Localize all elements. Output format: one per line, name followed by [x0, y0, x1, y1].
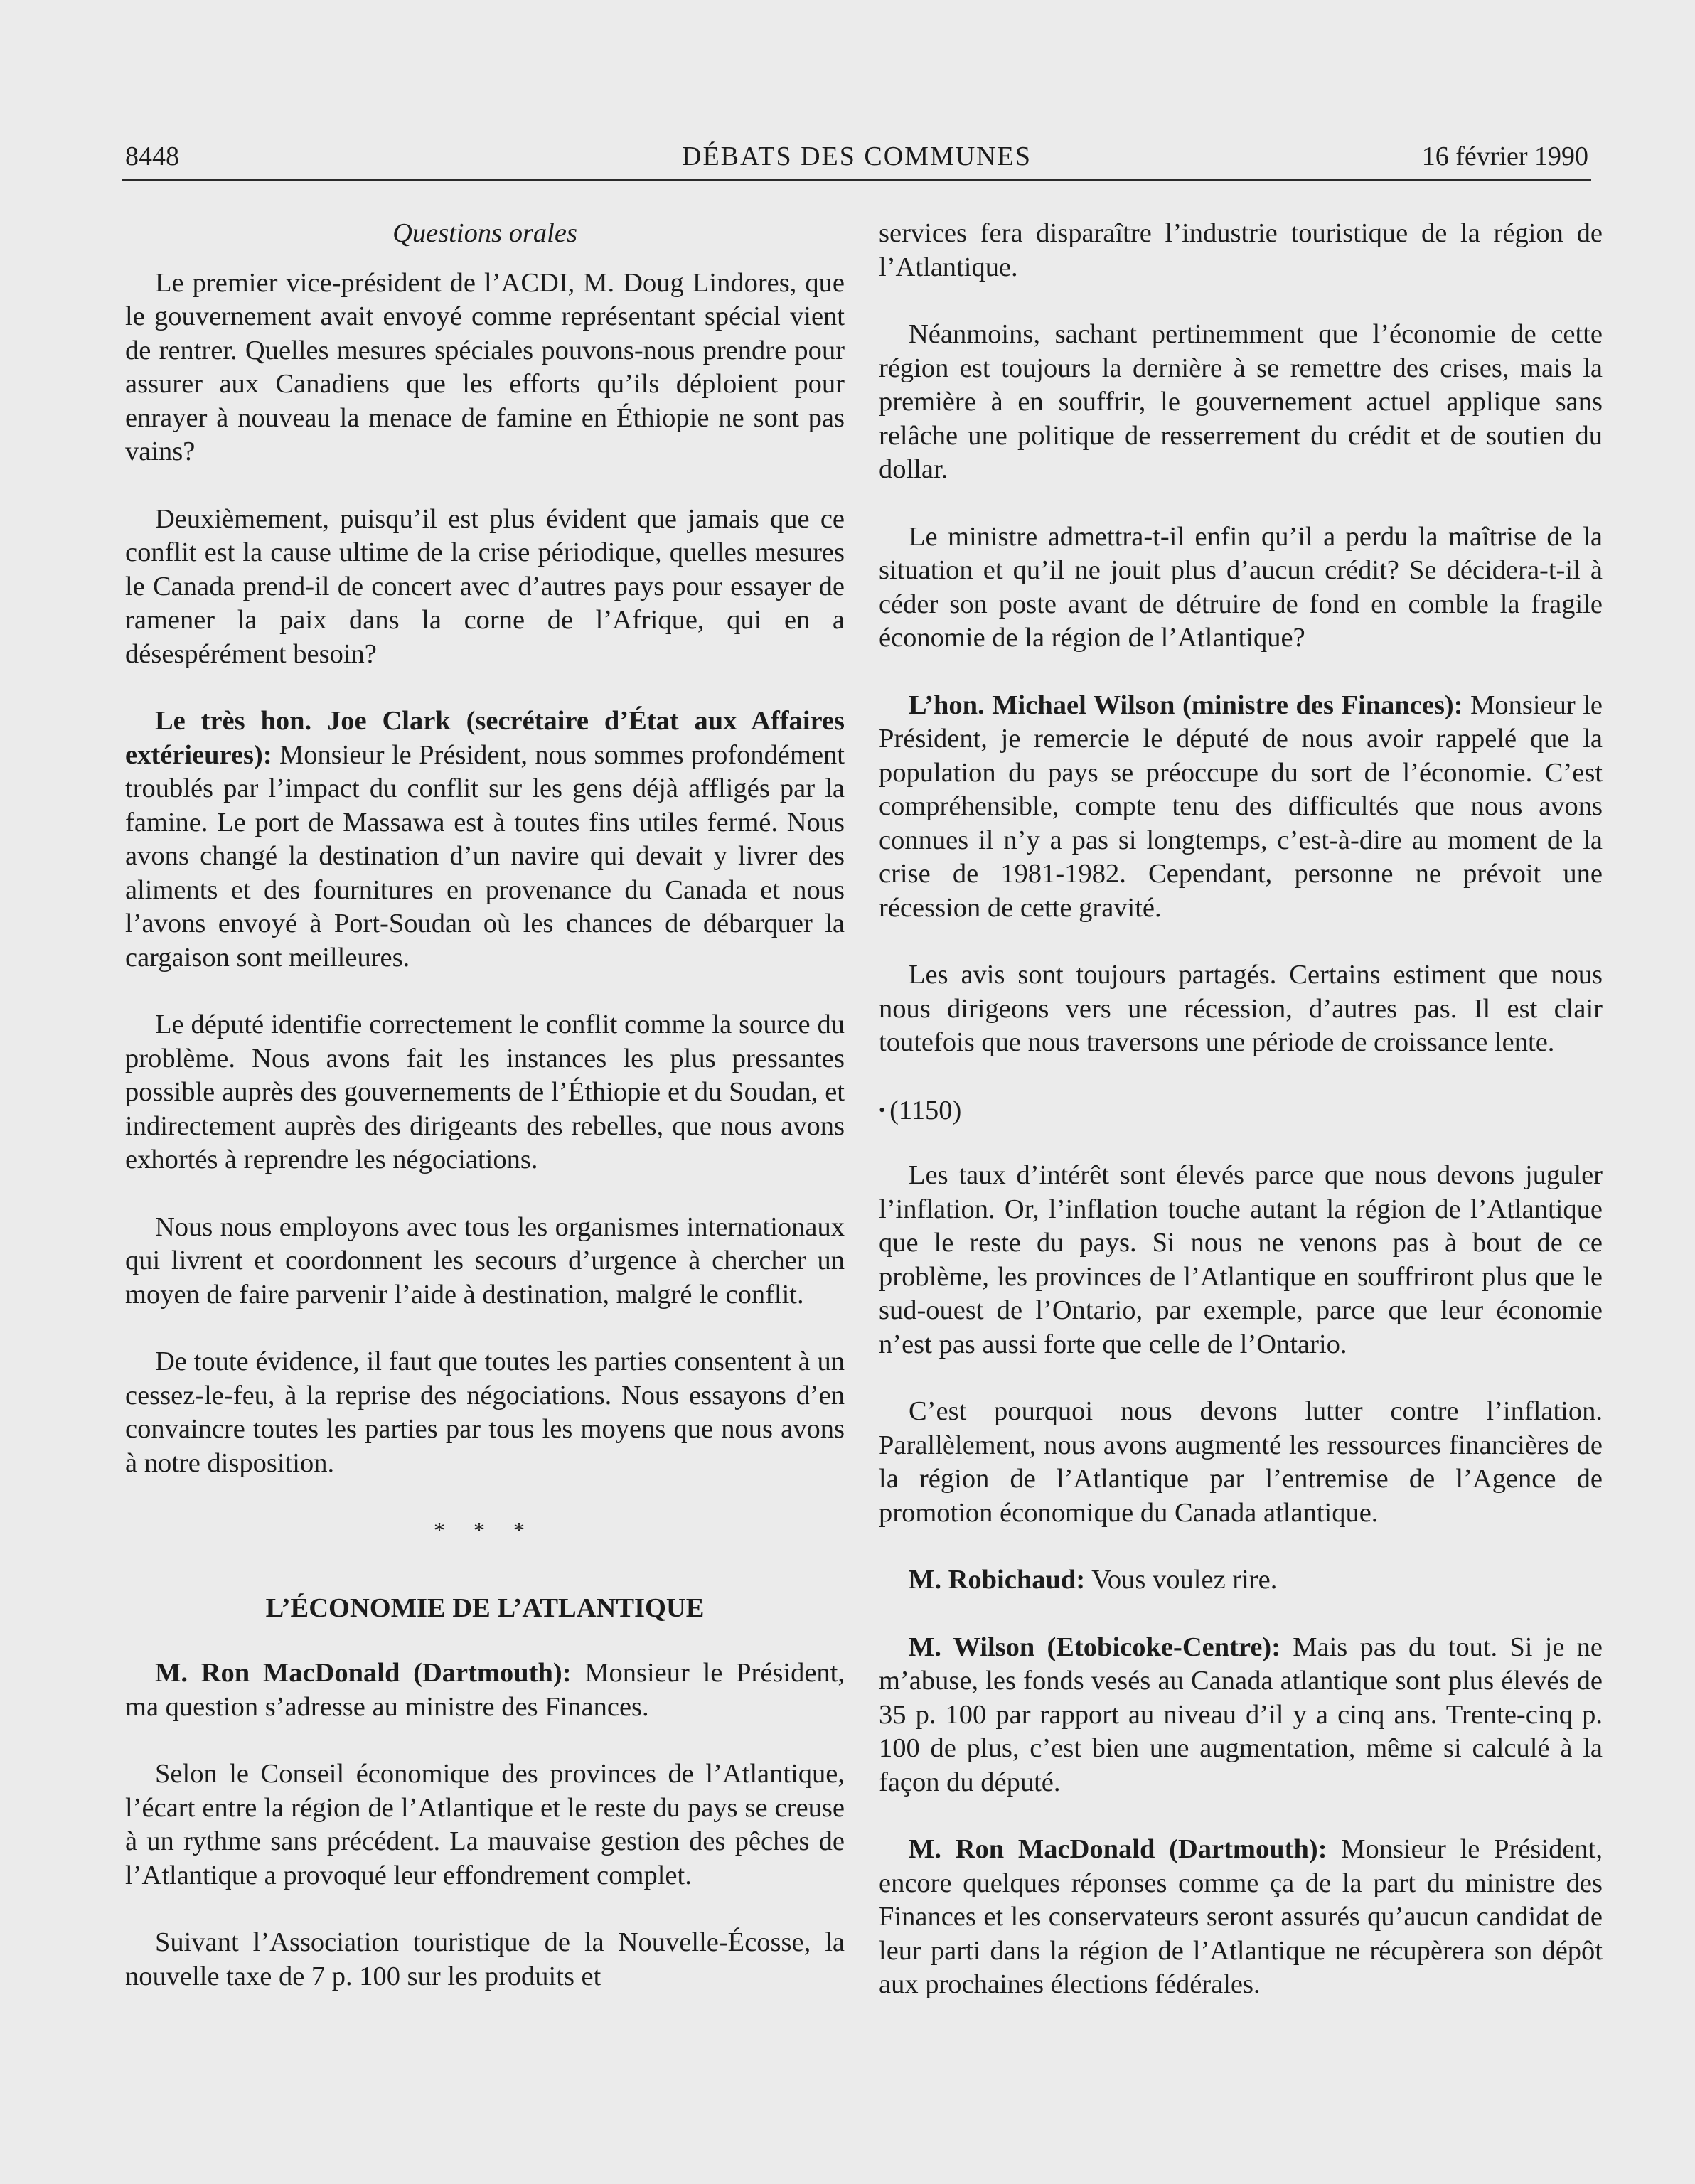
time-marker-text: (1150) — [889, 1095, 962, 1125]
speaker-name: M. Wilson (Etobicoke-Centre): — [909, 1632, 1281, 1662]
speaker-name: M. Robichaud: — [909, 1565, 1086, 1595]
speech-text: Monsieur le Président, je remercie le député de nous avoir rappelé que la population du pays se préoccupe du sort de l’économie. C’est compréhensible, compte tenu des difficultés que nous avons connues il n’y a pas si longtemps, c’est-à-dire au moment de la crise de 1981-1982. Cependant, personne ne prévoit une récession de cette gravité. — [879, 690, 1603, 923]
paragraph: Néanmoins, sachant pertinemment que l’économie de cette région est toujours la dernière à se remettre des crises, mais la première à en souffrir, le gouvernement actuel applique sans relâche une politique de resserrement du crédit et de soutien du dollar. — [879, 319, 1603, 484]
speech-text: Vous voulez rire. — [1085, 1565, 1278, 1595]
page-number: 8448 — [125, 141, 179, 171]
paragraph: C’est pourquoi nous devons lutter contre l’inflation. Parallèlement, nous avons augmenté les ressources financières de la région de l’Atlantique par l’entremise de l’Agence de promotion économique du Canada atlantique. — [879, 1396, 1603, 1528]
section-heading: L’ÉCONOMIE DE L’ATLANTIQUE — [265, 1592, 705, 1623]
page-date: 16 février 1990 — [1421, 141, 1588, 171]
paragraph: Nous nous employons avec tous les organismes internationaux qui livrent et coordonnent les secours d’urgence à chercher un moyen de faire parvenir l’aide à destination, malgré le conflit. — [125, 1211, 845, 1310]
paragraph: Le ministre admettra-t-il enfin qu’il a perdu la maîtrise de la situation et qu’il ne jouit plus d’aucun crédit? Se décidera-t-il à céder son poste avant de détruire de fond en comble la fragile économie de la région de l’Atlantique? — [879, 521, 1603, 653]
paragraph: Deuxièmement, puisqu’il est plus évident que jamais que ce conflit est la cause ultime de la crise périodique, quelles mesures le Canada prend-il de concert avec d’autres pays pour essayer de ramener la paix dans la corne de l’Afrique, qui en a désespérément besoin? — [125, 503, 845, 669]
paragraph: Le député identifie correctement le conflit comme la source du problème. Nous avons fait les instances les plus pressantes possible auprès des gouvernements de l’Éthiopie et du Soudan, et indirectement auprès des dirigeants des rebelles, que nous avons exhortés à reprendre les négociations. — [125, 1010, 845, 1174]
paragraph: Le premier vice-président de l’ACDI, M. Doug Lindores, que le gouvernement avait envoyé comme représentant spécial vient de rentrer. Quelles mesures spéciales pouvons-nous prendre pour assurer aux Canadiens que les efforts qu’ils déploient pour enrayer à nouveau la menace de famine en Éthiopie ne sont pas vains? — [125, 267, 845, 466]
section-title: Questions orales — [392, 218, 577, 248]
speaker-name: M. Ron MacDonald (Dartmouth): — [909, 1834, 1327, 1864]
paragraph — [125, 1656, 845, 1724]
section-separator: * * * — [434, 1517, 536, 1543]
publication-title: DÉBATS DES COMMUNES — [682, 141, 1032, 171]
paragraph: Les taux d’intérêt sont élevés parce que nous devons juguler l’inflation. Or, l’inflation touche autant la région de l’Atlantique que le reste du pays. Si nous ne venons pas à bout de ce problème, les provinces de l’Atlantique en souffriront plus que le sud-ouest de l’Ontario, par exemple, parce que leur économie n’est pas aussi forte que celle de l’Ontario. — [879, 1160, 1603, 1359]
paragraph — [125, 705, 845, 975]
left-column — [125, 217, 845, 2027]
paragraph: Suivant l’Association touristique de la Nouvelle-Écosse, la nouvelle taxe de 7 p. 100 sur les produits et — [125, 1927, 845, 1991]
speaker-name: L’hon. Michael Wilson (ministre des Finances): — [909, 690, 1463, 720]
page-header — [122, 139, 1591, 181]
paragraph — [879, 1631, 1603, 1800]
speaker-name: Le très hon. Joe Clark (secrétaire d’État aux Affaires extérieures): — [125, 706, 845, 770]
paragraph — [879, 689, 1603, 926]
paragraph: Selon le Conseil économique des provinces de l’Atlantique, l’écart entre la région de l’Atlantique et le reste du pays se creuse à un rythme sans précédent. La mauvaise gestion des pêches de l’Atlantique a provoqué leur effondrement complet. — [125, 1759, 845, 1890]
paragraph: Les avis sont toujours partagés. Certains estiment que nous nous dirigeons vers une récession, d’autres pas. Il est clair toutefois que nous traversons une période de croissance lente. — [879, 960, 1603, 1057]
paragraph — [879, 1833, 1603, 2002]
paragraph: De toute évidence, il faut que toutes les parties consentent à un cessez-le-feu, à la reprise des négociations. Nous essayons d’en convaincre toutes les parties par tous les moyens que nous avons à notre disposition. — [125, 1347, 845, 1478]
paragraph: services fera disparaître l’industrie touristique de la région de l’Atlantique. — [879, 218, 1603, 282]
speech-text: Mais pas du tout. Si je ne m’abuse, les fonds vesés au Canada atlantique sont plus élevés de 35 p. 100 par rapport au niveau d’il y a cinq ans. Trente-cinq p. 100 de plus, c’est bien une augmentation, même si calculé à la façon du député. — [879, 1632, 1603, 1797]
speaker-name: M. Ron MacDonald (Dartmouth): — [155, 1658, 572, 1688]
bullet-icon: • — [879, 1099, 886, 1120]
speech-text: Monsieur le Président, encore quelques réponses comme ça de la part du ministre des Finances et les conservateurs seront assurés qu’aucun candidat de leur parti dans la région de l’Atlantique ne récupèrera son dépôt aux prochaines élections fédérales. — [879, 1834, 1603, 1999]
time-marker — [879, 1093, 1603, 1128]
speech-text: Monsieur le Président, ma question s’adresse au ministre des Finances. — [125, 1658, 845, 1722]
speech-text: Monsieur le Président, nous sommes profondément troublés par l’impact du conflit sur les gens déjà affligés par la famine. Le port de Massawa est à toutes fins utiles fermé. Nous avons changé la destination d’un navire qui devait y livrer des aliments et des fournitures en provenance du Canada et nous l’avons envoyé à Port-Soudan où les chances de débarquer la cargaison sont meilleures. — [125, 739, 845, 973]
paragraph — [879, 1563, 1603, 1597]
right-column — [879, 217, 1603, 2035]
